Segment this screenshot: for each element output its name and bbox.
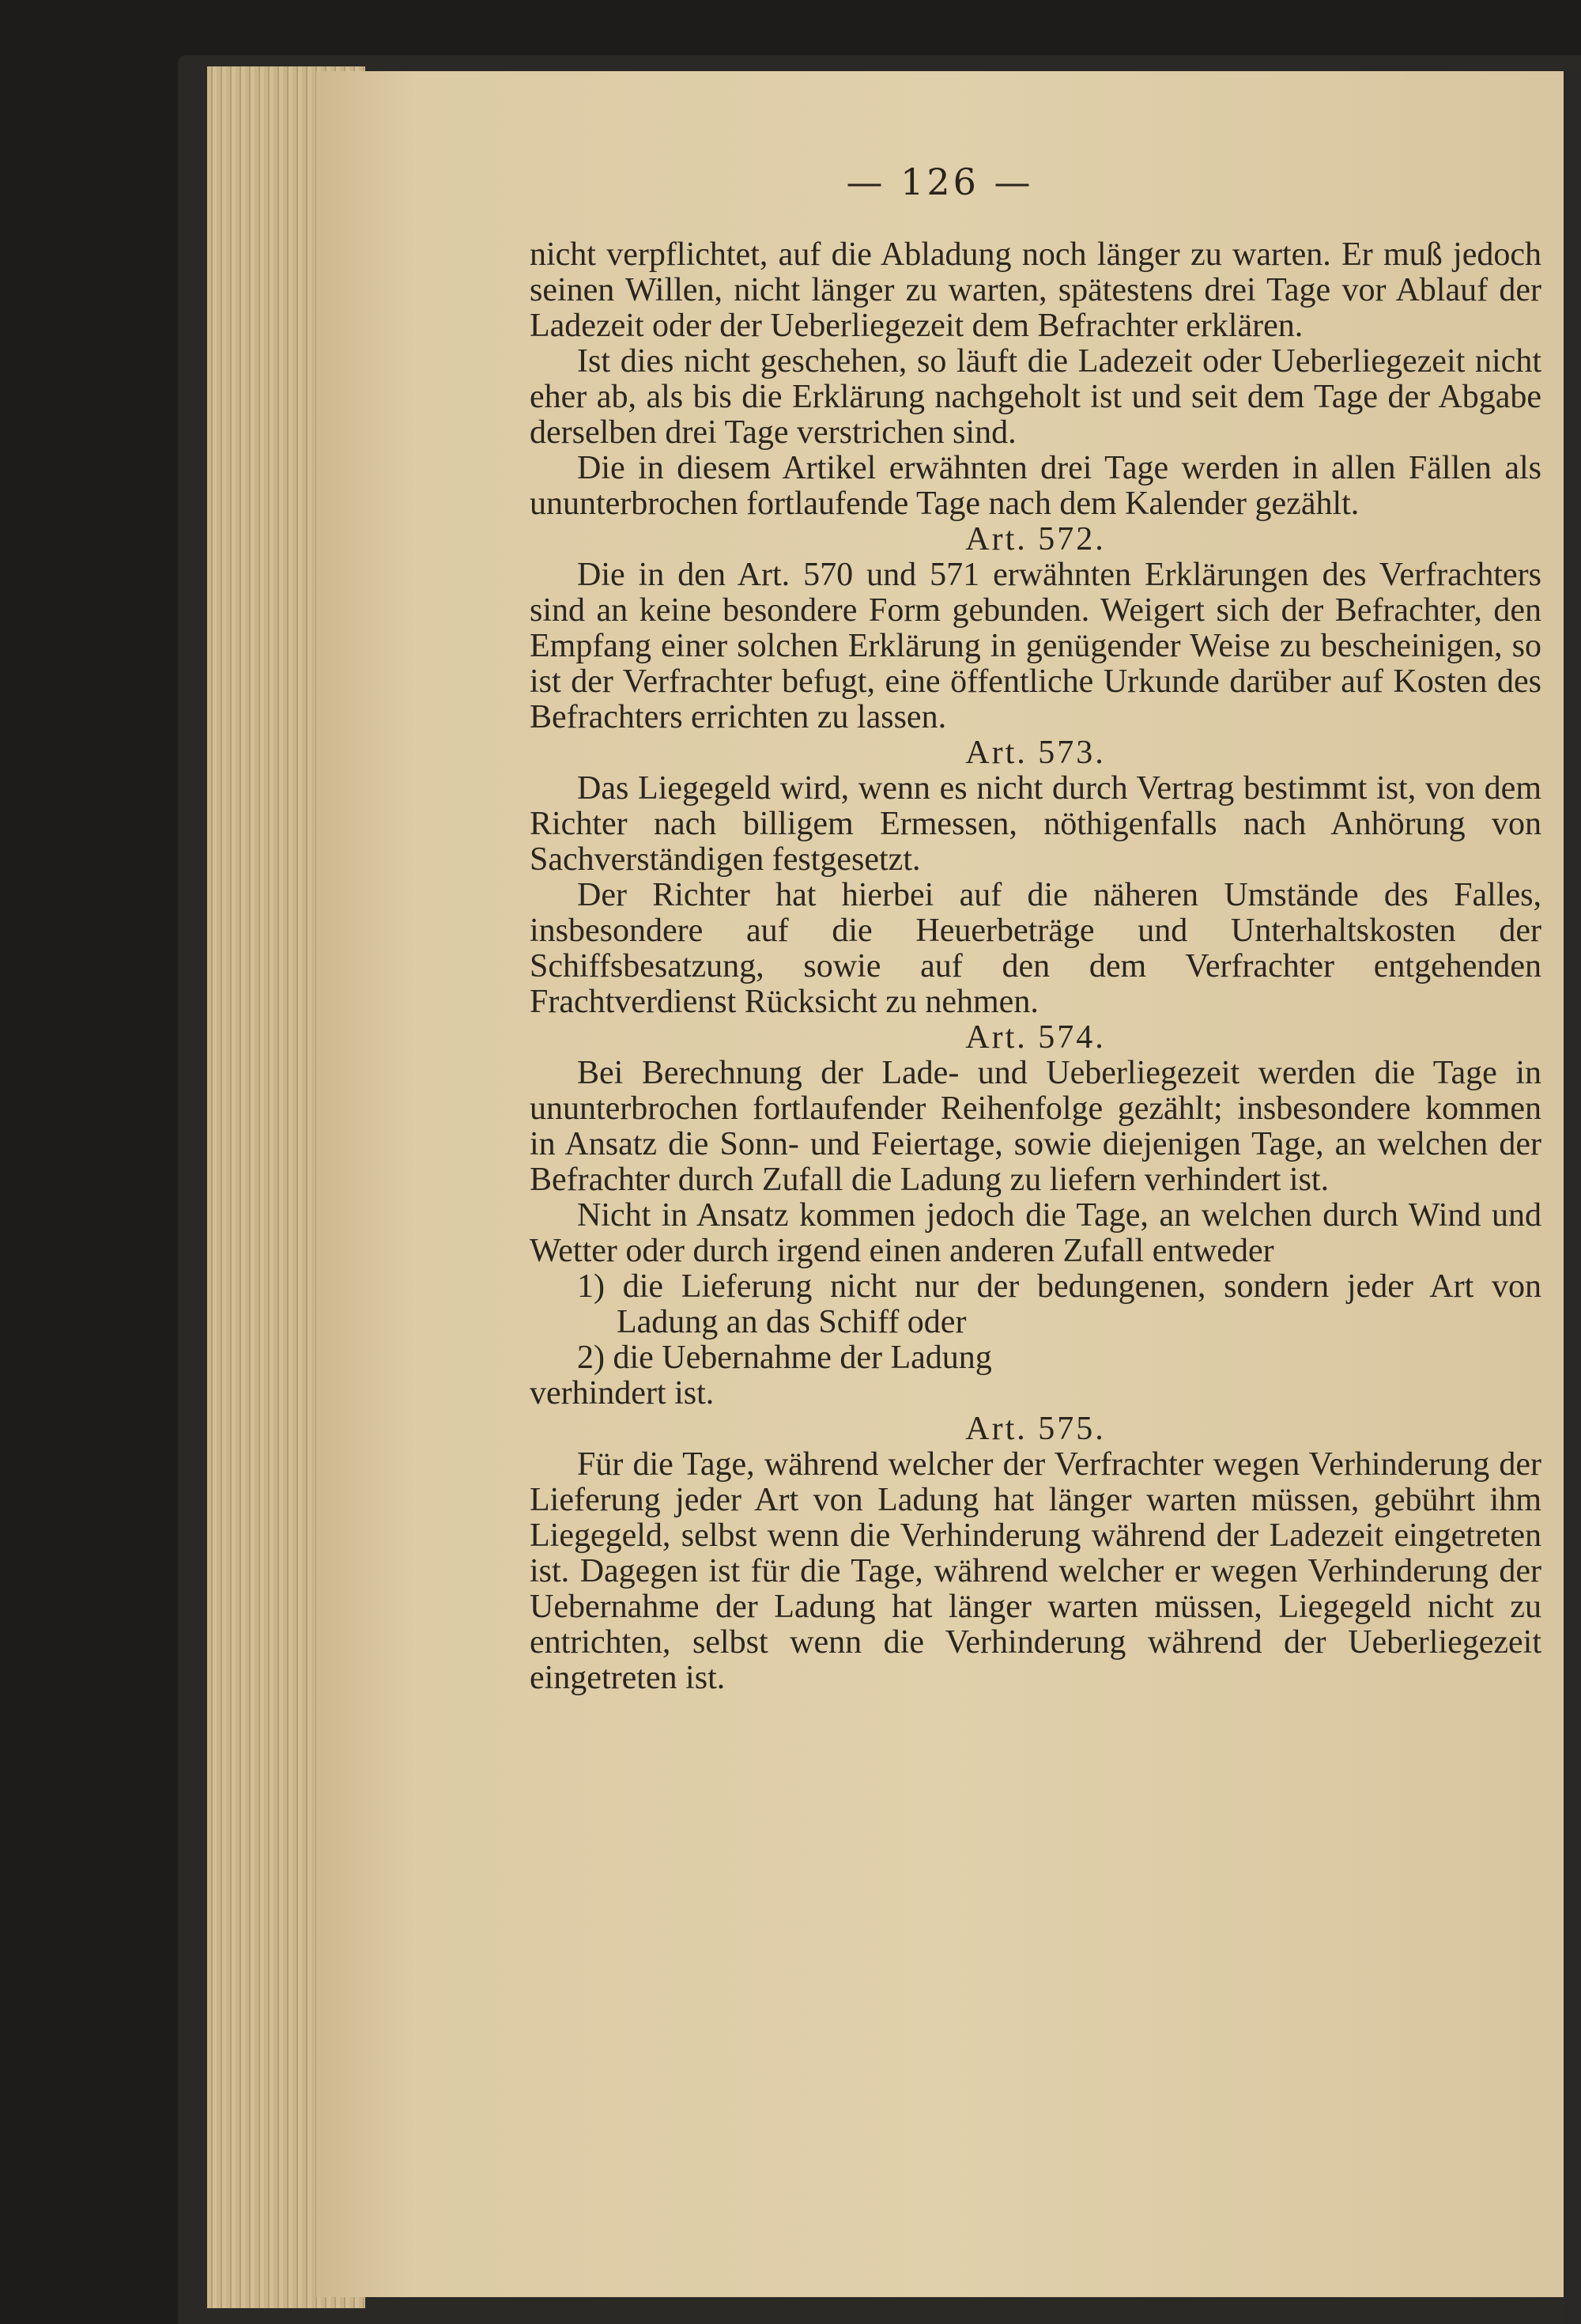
facing-page-edge (1564, 71, 1581, 2324)
paragraph: Der Richter hat hierbei auf die näheren Umstände des Falles, insbesondere auf die Heuerbeträge und Unterhaltskosten der Schiffsbesatzung, sowie auf den dem Verfrachter entgehenden Frachtverdienst Rücksicht zu nehmen. (530, 877, 1541, 1020)
paragraph: Das Liegegeld wird, wenn es nicht durch Vertrag bestimmt ist, von dem Richter nach billigem Ermessen, nöthigenfalls nach Anhörung von Sachverständigen festgesetzt. (530, 770, 1541, 878)
paragraph: Die in diesem Artikel erwähnten drei Tage werden in allen Fällen als ununterbrochen fortlaufende Tage nach dem Kalender gezählt. (530, 450, 1541, 522)
paragraph: Die in den Art. 570 und 571 erwähnten Erklärungen des Verfrachters sind an keine besondere Form gebunden. Weigert sich der Befrachter, den Empfang einer solchen Erklärung in genügender Weise zu bescheinigen, so ist der Verfrachter befugt, eine öffentliche Urkunde darüber auf Kosten des Befrachters errichten zu lassen. (530, 557, 1541, 735)
paragraph: nicht verpflichtet, auf die Abladung noch länger zu warten. Er muß jedoch seinen Willen, nicht länger zu warten, spätestens drei Tage vor Ablauf der Ladezeit oder der Ueberliegezeit dem Befrachter erklären. (530, 236, 1541, 344)
list-item: 1) die Lieferung nicht nur der bedungenen, sondern jeder Art von Ladung an das Schiff oder (577, 1268, 1541, 1340)
page-number: — 126 — (846, 161, 1034, 203)
article-heading: Art. 574. (965, 1019, 1106, 1056)
paragraph: verhindert ist. (530, 1375, 715, 1411)
article-heading: Art. 575. (965, 1411, 1106, 1447)
paragraph: Bei Berechnung der Lade- und Ueberliegezeit werden die Tage in ununterbrochen fortlaufender Reihenfolge gezählt; insbesondere kommen in Ansatz die Sonn- und Feiertage, sowie diejenigen Tage, an welchen der Befrachter durch Zufall die Ladung zu liefern verhindert ist. (530, 1055, 1541, 1198)
article-heading: Art. 572. (965, 521, 1106, 557)
paragraph: Nicht in Ansatz kommen jedoch die Tage, an welchen durch Wind und Wetter oder durch irgend einen anderen Zufall entweder (530, 1197, 1541, 1269)
article-heading: Art. 573. (965, 735, 1106, 771)
list-item: 2) die Uebernahme der Ladung (577, 1340, 992, 1376)
paragraph: Für die Tage, während welcher der Verfrachter wegen Verhinderung der Lieferung jeder Art von Ladung hat länger warten müssen, gebührt ihm Liegegeld, selbst wenn die Verhinderung während der Ladezeit eingetreten ist. Dagegen ist für die Tage, während welcher er wegen Verhinderung der Uebernahme der Ladung hat länger warten müssen, Liegegeld nicht zu entrichten, selbst wenn die Verhinderung während der Ueberliegezeit eingetreten ist. (530, 1446, 1541, 1696)
paragraph: Ist dies nicht geschehen, so läuft die Ladezeit oder Ueberliegezeit nicht eher ab, als bis die Erklärung nachgeholt ist und seit dem Tage der Abgabe derselben drei Tage verstrichen sind. (530, 343, 1541, 451)
body-text (530, 237, 1541, 1696)
